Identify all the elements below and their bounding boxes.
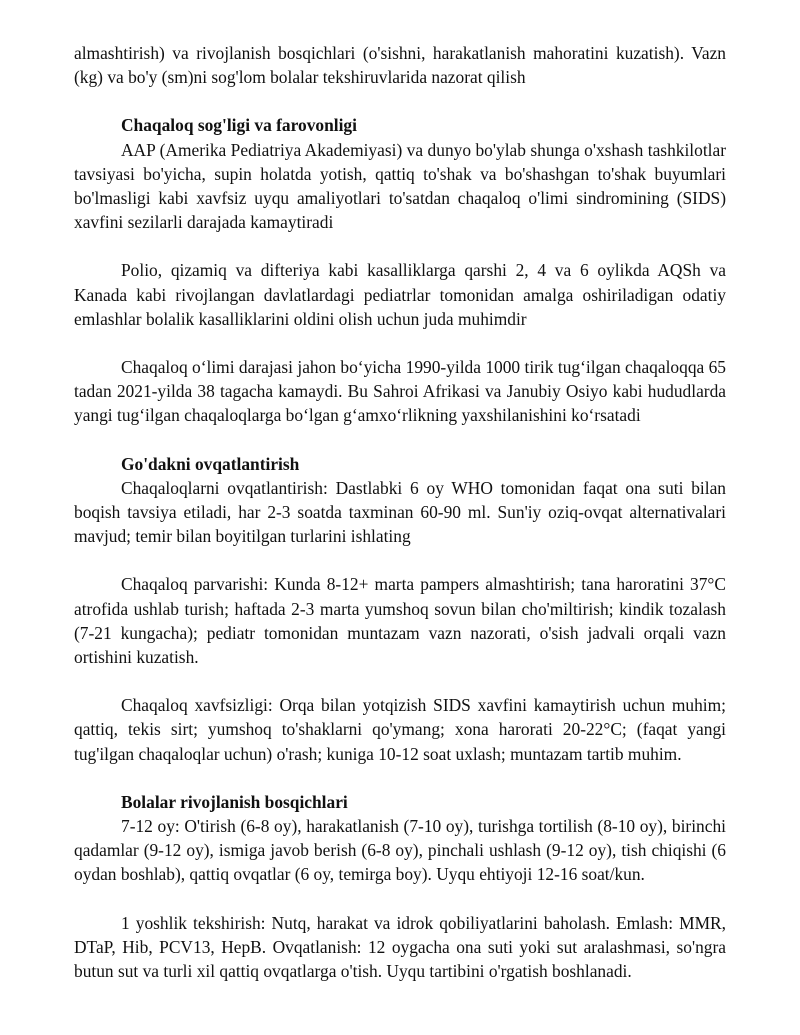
paragraph-feeding: Chaqaloqlarni ovqatlantirish: Dastlabki 6 oy WHO tomonidan faqat ona suti bilan boqish tavsiya etiladi, har 2-3 soatda taxminan 60-90 ml. Sun'iy oziq-ovqat alternativalari mavjud; temir bilan boyitilgan turlarini ishlating bbox=[74, 477, 726, 547]
paragraph-infant-care: Chaqaloq parvarishi: Kunda 8-12+ marta pampers almashtirish; tana haroratini 37°C atrofida ushlab turish; haftada 2-3 marta yumshoq sovun bilan cho'miltirish; kindik tozalash (7-21 kungacha); pediatr tomonidan muntazam vazn nazorati, o'sish jadvali orqali vazn ortishini kuzatish. bbox=[74, 574, 726, 668]
paragraph-safe-sleep: AAP (Amerika Pediatriya Akademiyasi) va dunyo bo'ylab shunga o'xshash tashkilotlar tavsiyasi bo'yicha, supin holatda yotish, qattiq to'shak va bo'shashgan to'shak buyumlari bo'lmasligi kabi xavfsiz uyqu amaliyotlari to'satdan chaqaloq o'limi sindromining (SIDS) xavfini sezilarli darajada kamaytiradi bbox=[74, 139, 726, 233]
section-heading-infant-health: Chaqaloq sog'ligi va farovonligi bbox=[121, 115, 357, 136]
section-heading-infant-feeding: Go'dakni ovqatlantirish bbox=[121, 453, 300, 474]
paragraph-vaccinations: Polio, qizamiq va difteriya kabi kasalliklarga qarshi 2, 4 va 6 oylikda AQSh va Kanada kabi rivojlangan davlatlardagi pediatrlar tomonidan amalga oshiriladigan odatiy emlashlar bolalik kasalliklarini oldini olish uchun juda muhimdir bbox=[74, 260, 726, 329]
paragraph-infant-mortality: Chaqaloq o‘limi darajasi jahon bo‘yicha 1990-yilda 1000 tirik tug‘ilgan chaqaloqqa 65 tadan 2021-yilda 38 tagacha kamaydi. Bu Sahroi Afrikasi va Janubiy Osiyo kabi hududlarda yangi tug‘ilgan chaqaloqlarga bo‘lgan g‘amxo‘rlikning yaxshilanishini ko‘rsatadi bbox=[74, 357, 726, 426]
paragraph-7-12-months: 7-12 oy: O'tirish (6-8 oy), harakatlanish (7-10 oy), turishga tortilish (8-10 oy), birinchi qadamlar (9-12 oy), ismiga javob berish (6-8 oy), pinchali ushlash (9-12 oy), tish chiqishi (6 oydan boshlab), qattiq ovqatlar (6 oy, temirga boy). Uyqu ehtiyoji 12-16 soat/kun. bbox=[74, 816, 726, 885]
section-heading-milestones: Bolalar rivojlanish bosqichlari bbox=[121, 791, 348, 812]
paragraph-infant-safety: Chaqaloq xavfsizligi: Orqa bilan yotqizish SIDS xavfini kamaytirish uchun muhim; qattiq, tekis sirt; yumshoq to'shaklarni qo'ymang; xona harorati 20-22°C; (faqat yangi tug'ilgan chaqaloqlar uchun) o'rash; kuniga 10-12 soat uxlash; muntazam tartib muhim. bbox=[74, 695, 726, 764]
paragraph-one-year-checkup: 1 yoshlik tekshirish: Nutq, harakat va idrok qobiliyatlarini baholash. Emlash: MMR, DTaP, Hib, PCV13, HepB. Ovqatlanish: 12 oygacha ona suti yoki sut aralashmasi, so'ngra butun sut va turli xil qattiq ovqatlarga o'tish. Uyqu tartibini o'rgatish boshlanadi. bbox=[74, 912, 726, 982]
intro-paragraph: almashtirish) va rivojlanish bosqichlari (o'sishni, harakatlanish mahoratini kuzatish). Vazn (kg) va bo'y (sm)ni sog'lom bolalar tekshiruvlarida nazorat qilish bbox=[74, 43, 726, 88]
